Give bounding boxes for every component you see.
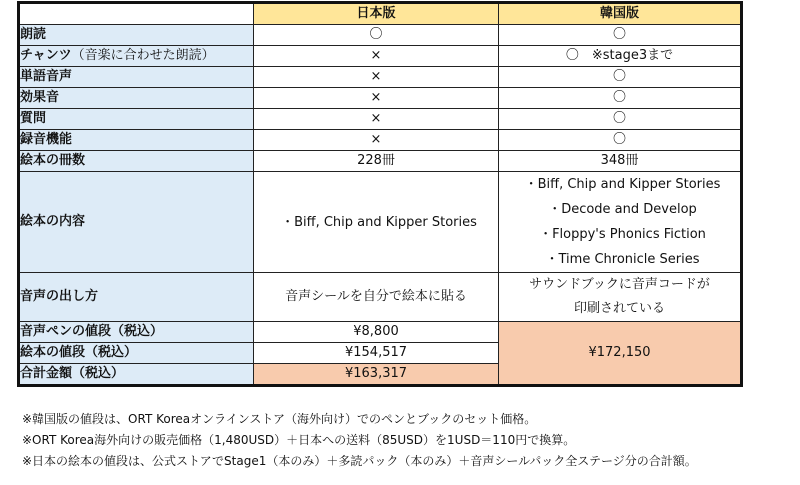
japan-value: ×: [254, 67, 499, 88]
korea-value: 〇: [499, 109, 742, 130]
row-label: 質問: [19, 109, 254, 130]
korea-value: 〇 ※stage3まで: [499, 46, 742, 67]
korea-value: 〇: [499, 130, 742, 151]
content-row: [19, 172, 742, 273]
korea-total-price: ¥172,150: [499, 322, 742, 386]
list-item: ・Biff, Chip and Kipper Stories: [524, 177, 721, 192]
japan-content-list: [254, 172, 499, 273]
row-label: チャンツ（音楽に合わせた朗読）: [19, 46, 254, 67]
audio-method-row: [19, 273, 742, 322]
list-item: ・Time Chronicle Series: [545, 252, 700, 267]
japan-books-price: ¥154,517: [254, 343, 499, 364]
row-label: 録音機能: [19, 130, 254, 151]
list-item: ・Biff, Chip and Kipper Stories: [281, 214, 477, 230]
row-label: 音声ペンの値段（税込）: [19, 322, 254, 343]
japan-value: 〇: [254, 25, 499, 46]
table-row: [19, 46, 742, 67]
row-label: 絵本の内容: [19, 172, 254, 273]
header-korea: 韓国版: [499, 3, 742, 25]
korea-audio-line-1: サウンドブックに音声コードが: [529, 277, 710, 292]
row-label: 絵本の値段（税込）: [19, 343, 254, 364]
japan-value: ×: [254, 109, 499, 130]
row-label: 合計金額（税込）: [19, 364, 254, 386]
japan-value: 音声シールを自分で絵本に貼る: [254, 273, 499, 322]
footnotes: [22, 409, 697, 472]
header-japan: 日本版: [254, 3, 499, 25]
footnote: ※ORT Korea海外向けの販売価格（1,480USD）＋日本への送料（85USD）を1USD＝110円で換算。: [22, 433, 576, 447]
korea-audio-line-2: 印刷されている: [573, 301, 665, 316]
korea-value: 348冊: [499, 151, 742, 172]
japan-value: ×: [254, 46, 499, 67]
japan-value: ×: [254, 88, 499, 109]
row-label: 朗読: [19, 25, 254, 46]
header-row: [19, 3, 742, 25]
korea-value: 〇: [499, 25, 742, 46]
comparison-table: [17, 1, 743, 387]
row-label: 効果音: [19, 88, 254, 109]
korea-content-list: [499, 172, 742, 273]
table-row: [19, 109, 742, 130]
row-label-sub: （音楽に合わせた朗読）: [71, 48, 215, 63]
footnote: ※韓国版の値段は、ORT Koreaオンラインストア（海外向け）でのペンとブックのセット価格。: [22, 412, 537, 426]
table-row: [19, 25, 742, 46]
row-label: 音声の出し方: [19, 273, 254, 322]
header-blank: [19, 3, 254, 25]
table-row: [19, 88, 742, 109]
footnote: ※日本の絵本の値段は、公式ストアでStage1（本のみ）＋多読パック（本のみ）＋音声シールパック全ステージ分の合計額。: [22, 454, 697, 468]
korea-value: 〇: [499, 88, 742, 109]
korea-value: 〇: [499, 67, 742, 88]
row-label: 絵本の冊数: [19, 151, 254, 172]
japan-pen-price: ¥8,800: [254, 322, 499, 343]
row-label: 単語音声: [19, 67, 254, 88]
list-item: ・Floppy's Phonics Fiction: [539, 227, 706, 242]
list-item: ・Decode and Develop: [548, 202, 697, 217]
japan-total-price: ¥163,317: [254, 364, 499, 386]
table-row: [19, 151, 742, 172]
price-row-pen: [19, 322, 742, 343]
table-row: [19, 130, 742, 151]
japan-value: ×: [254, 130, 499, 151]
korea-value: [499, 273, 742, 322]
table-row: [19, 67, 742, 88]
japan-value: 228冊: [254, 151, 499, 172]
